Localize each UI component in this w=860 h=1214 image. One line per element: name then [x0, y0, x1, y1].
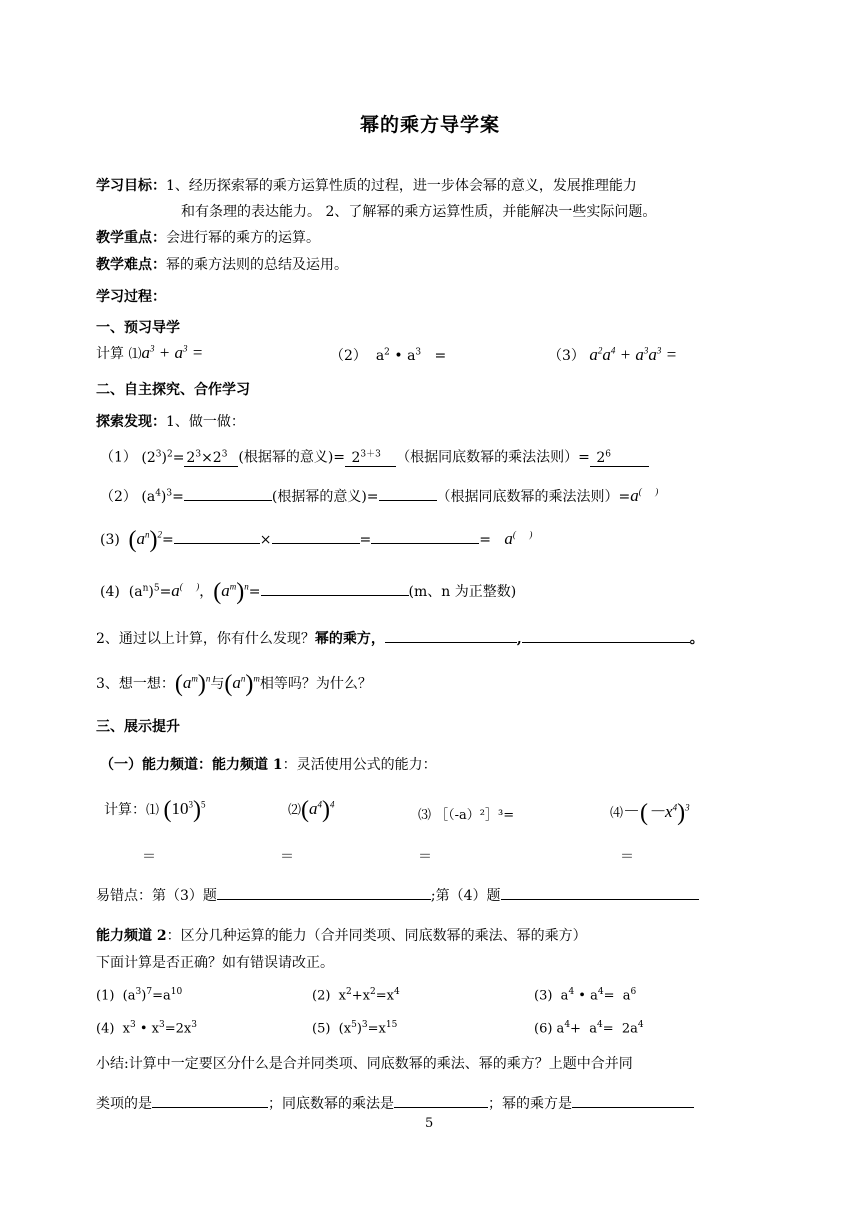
key-point-label: 教学重点：	[96, 230, 166, 246]
explore-text: 1、做一做：	[166, 414, 245, 430]
judge-item-6: (6) $a^4+ a^4= 2a^4$	[534, 1020, 644, 1037]
judge-item-3: (3) $a^4$ • $a^4= a^6$	[534, 987, 637, 1004]
row3-blank-2[interactable]	[272, 529, 360, 544]
summary-blank-a[interactable]	[152, 1093, 268, 1108]
c1-number-3: ⑶	[418, 808, 432, 823]
row2-hint-1: (根据幂的意义)=	[271, 489, 379, 505]
row4-note: (m、n 为正整数)	[408, 584, 517, 600]
row3-expr: $(a^n)^2$	[128, 527, 163, 553]
explore-row-4: (4) $(a^n)^5=a^{( )}$，$(a^m)^n= (m$、n 为正整数)	[100, 579, 517, 605]
row3-blank-3[interactable]	[371, 529, 479, 544]
q2-blank-1[interactable]	[385, 628, 517, 643]
c1-number-4: ⑷	[610, 806, 624, 821]
calc-label: 计算	[96, 346, 124, 362]
q2-text: 2、通过以上计算，你有什么发现？	[96, 631, 315, 647]
row2-power: a( )	[630, 486, 659, 505]
judge-item-4: (4) $x^3$ • $x^3=2x^3$	[96, 1020, 197, 1037]
expr-3: $a^2a^4 + a^3a^3$ =	[589, 345, 678, 364]
c1-expr-4: $-(-x^4)^3$	[623, 800, 690, 826]
difficulty-text: 幂的乘方法则的总结及运用。	[166, 257, 348, 273]
explore-row-3: (3) $(a^n)^2=$ × = = a( )	[100, 527, 533, 553]
channel-1-text: ：灵活使用公式的能力：	[282, 757, 437, 773]
page-number: 5	[425, 1116, 434, 1131]
summary-label-b: ；同底数幂的乘法是	[268, 1096, 394, 1112]
key-point	[96, 227, 320, 247]
error-label-4: ;第（4）题	[430, 888, 501, 904]
row4-power: a( )	[171, 581, 200, 600]
learning-goals-line2: 和有条理的表达能力。 2、了解幂的乘方运算性质，并能解决一些实际问题。	[181, 204, 657, 220]
channel-1-line	[100, 754, 437, 774]
channel-1-calc-1	[104, 797, 205, 824]
judge-item-2: (2) $x^2+x^2=x^4$	[312, 987, 400, 1004]
error-blank-3[interactable]	[217, 885, 431, 900]
problem-number-3: （3）	[548, 348, 585, 364]
question-2: 2、通过以上计算，你有什么发现？幂的乘方， , 。	[96, 628, 704, 648]
channel-1-calc-3	[418, 804, 514, 823]
q3-text-a: 3、想一想：	[96, 676, 175, 692]
row2-blank-2[interactable]	[379, 486, 437, 501]
row1-number: （1）	[100, 449, 137, 466]
expr-2: $a^2$ • $a^3$ =	[371, 347, 447, 364]
page-title: 幂的乘方导学案	[360, 114, 501, 136]
c1-number-2: ⑵	[288, 803, 302, 818]
section2-heading: 二、自主探究、合作学习	[96, 382, 250, 398]
q3-expr-1: $(a^m)^n$	[174, 671, 211, 697]
judge-instruction: 下面计算是否正确？如有错误请改正。	[96, 955, 334, 971]
row1-hint-1: (根据幂的意义)=	[238, 449, 346, 466]
error-points	[96, 885, 699, 905]
question-3	[96, 671, 372, 698]
judge-item-1: (1) $(a^3)^7=a^{10}$	[96, 987, 183, 1004]
summary-label-c: ；幂的乘方是	[488, 1096, 572, 1112]
row2-number: （2）	[100, 489, 137, 505]
c1-expr-3: ［（-a）²］³=	[435, 808, 515, 823]
answer-eq-4: ＝	[620, 849, 634, 865]
row4-expr-1: $(a^n)^5=$	[124, 583, 172, 600]
summary-line-1: 小结:计算中一定要区分什么是合并同类项、同底数幂的乘法、幂的乘方？上题中合并同	[96, 1056, 633, 1072]
explore-label: 探索发现：	[96, 414, 166, 430]
channel-1-calc-label: 计算：	[104, 802, 146, 818]
row2-expr: $(a^4)^3=$	[141, 488, 184, 505]
row3-number: (3)	[100, 532, 120, 548]
answer-eq-2: ＝	[280, 849, 294, 865]
q3-text-c: 相等吗？为什么？	[259, 676, 372, 692]
row1-answer-2: $2^{3+3}$	[345, 450, 396, 467]
error-label-3: 易错点：第（3）题	[96, 888, 217, 904]
row3-power: a( )	[504, 529, 533, 548]
row2-blank-1[interactable]	[184, 486, 272, 501]
row1-answer-3: $2^6$	[590, 450, 649, 467]
q3-expr-2: $(a^n)^m$	[224, 671, 260, 697]
judge-item-5: (5) $(x^5)^3=x^{15}$	[312, 1020, 398, 1037]
summary-blank-b[interactable]	[394, 1093, 488, 1108]
key-point-text: 会进行幂的乘方的运算。	[166, 230, 320, 246]
error-blank-4[interactable]	[501, 885, 699, 900]
row2-hint-2: （根据同底数幂的乘法法则）=	[436, 489, 631, 505]
problem-number-2: （2）	[330, 348, 367, 364]
channel-2-label: 能力频道 2	[96, 928, 167, 944]
explore-row-2	[100, 486, 658, 506]
row3-blank-1[interactable]	[174, 529, 260, 544]
explore-line	[96, 411, 245, 431]
section1-calc-row	[96, 343, 203, 363]
row1-hint-2: （根据同底数幂的乘法法则）=	[396, 449, 590, 466]
difficulty	[96, 254, 348, 274]
row4-number: (4)	[100, 584, 120, 600]
row4-expr-2: $(a^m)^n$	[213, 579, 249, 605]
summary-line-2	[96, 1093, 694, 1113]
difficulty-label: 教学难点：	[96, 257, 166, 273]
learning-goals-line1	[96, 175, 637, 195]
problem-number-1: ⑴	[128, 347, 142, 362]
expr-1: $a^3 + a^3$ =	[141, 343, 204, 362]
row1-expr: $(2^3)^2=$	[141, 449, 185, 466]
q3-text-b: 与	[210, 676, 225, 692]
channel-2-line	[96, 925, 587, 945]
goals-text-1: 1、经历探索幂的乘方运算性质的过程，进一步体会幂的意义，发展推理能力	[166, 178, 637, 194]
q2-bold: 幂的乘方，	[314, 631, 385, 647]
c1-number-1: ⑴	[146, 803, 160, 818]
row1-answer-1: $2^3\times 2^3$	[184, 450, 238, 467]
q2-blank-2[interactable]	[522, 628, 690, 643]
summary-blank-c[interactable]	[572, 1093, 694, 1108]
answer-eq-1: ＝	[142, 849, 156, 865]
row4-blank[interactable]	[261, 581, 409, 596]
channel-2-text: ：区分几种运算的能力（合并同类项、同底数幂的乘法、幂的乘方）	[166, 928, 587, 944]
answer-eq-3: ＝	[418, 849, 432, 865]
goals-label: 学习目标：	[96, 178, 166, 194]
c1-expr-2: $(a^4)^4$	[301, 797, 335, 823]
process-label: 学习过程：	[96, 289, 166, 305]
section3-heading: 三、展示提升	[96, 719, 180, 735]
channel-1-calc-2	[288, 797, 335, 824]
section1-heading: 一、预习导学	[96, 320, 180, 336]
section1-problem-2	[330, 345, 446, 365]
section1-problem-3	[548, 345, 677, 365]
channel-1-calc-4	[610, 797, 690, 827]
channel-1-label: （一）能力频道：能力频道 1	[100, 757, 283, 773]
summary-label-a: 类项的是	[96, 1096, 152, 1112]
explore-row-1	[100, 446, 649, 467]
c1-expr-1: $(10^3)^5$	[163, 797, 206, 823]
